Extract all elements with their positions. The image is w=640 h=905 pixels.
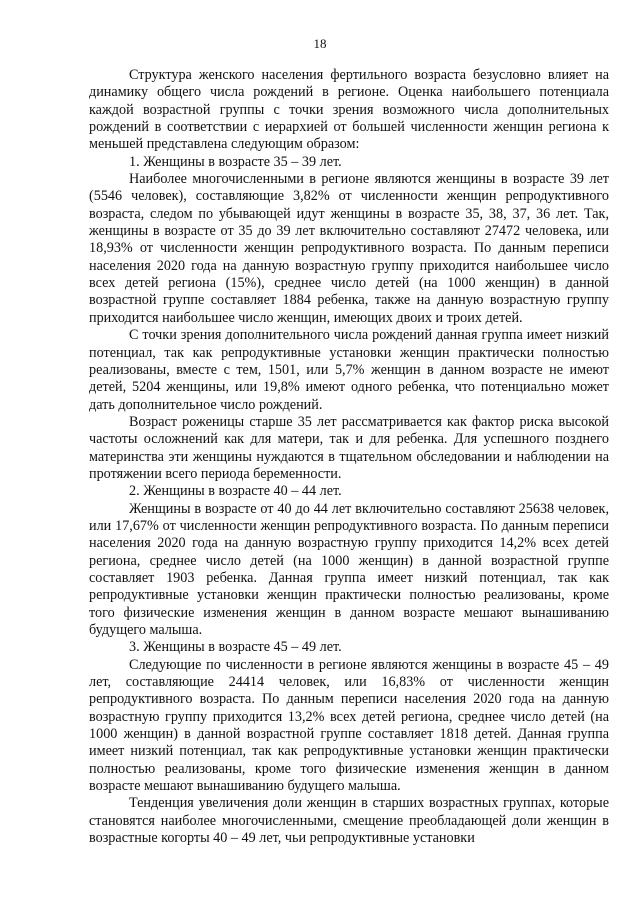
heading-group-45-49: 3. Женщины в возрасте 45 – 49 лет. bbox=[129, 639, 342, 656]
heading-group-35-39: 1. Женщины в возрасте 35 – 39 лет. bbox=[129, 153, 342, 170]
document-body bbox=[89, 67, 609, 847]
paragraph-group-35-39: Наиболее многочисленными в регионе являются женщины в возрасте 39 лет (5546 человек), составляющие 3,82% от численности женщин репродуктивного возраста, следом по убывающей идут женщины в возрасте 35, 38, 37, 36 лет. Так, женщины в возрасте от 35 до 39 лет включительно составляют 27472 человека, или 18,93% от численности женщин репродуктивного возраста. По данным переписи населения 2020 года на данную возрастную группу приходится наибольшее число всех детей региона (15%), среднее число детей (на 1000 женщин) в данной возрастной группе составляет 1884 ребенка, также на данную возрастную группу приходится наибольшее число женщин, имеющих двоих и троих детей. bbox=[89, 171, 609, 326]
paragraph-group-40-44: Женщины в возрасте от 40 до 44 лет включительно составляют 25638 человек, или 17,67% от численности женщин репродуктивного возраста. По данным переписи населения 2020 года на данную возрастную группу приходится 14,2% всех детей региона, среднее число детей (на 1000 женщин) в данной возрастной группе составляет 1903 ребенка. Данная группа имеет низкий потенциал, так как репродуктивные установки женщин практически полностью реализованы, кроме того физические изменения женщин в данном возрасте мешают вынашиванию будущего малыша. bbox=[89, 500, 609, 638]
paragraph-group-45-49: Следующие по численности в регионе являются женщины в возрасте 45 – 49 лет, составляющие 24414 человек, или 16,83% от численности женщин репродуктивного возраста. По данным переписи населения 2020 года на данную возрастную группу приходится 13,2% всех детей региона, среднее число детей (на 1000 женщин) в данной возрастной группе составляет 1818 детей. Данная группа имеет низкий потенциал, так как репродуктивные установки женщин практически полностью реализованы, кроме того физические изменения женщин в данном возрасте мешают вынашиванию будущего малыша. bbox=[89, 656, 609, 795]
page-number: 18 bbox=[313, 36, 327, 51]
paragraph-potential-35-39: С точки зрения дополнительного числа рождений данная группа имеет низкий потенциал, так как репродуктивные установки женщин практически полностью реализованы, вместе с тем, 1501, или 5,7% женщин в данном возрасте не имеют детей, 5204 женщины, или 19,8% имеют одного ребенка, что потенциально может дать дополнительное число рождений. bbox=[89, 327, 609, 413]
paragraph-risk-factor: Возраст роженицы старше 35 лет рассматривается как фактор риска высокой частоты осложнений как для матери, так и для ребенка. Для успешного позднего материнства эти женщины нуждаются в тщательном обследовании и наблюдении на протяжении всего периода беременности. bbox=[89, 413, 609, 482]
paragraph-trend: Тенденция увеличения доли женщин в старших возрастных группах, которые становятся наиболее многочисленными, смещение преобладающей доли женщин в возрастные когорты 40 – 49 лет, чьи репродуктивные установки bbox=[89, 795, 609, 847]
heading-group-40-44: 2. Женщины в возрасте 40 – 44 лет. bbox=[129, 483, 342, 500]
paragraph-intro: Структура женского населения фертильного возраста безусловно влияет на динамику общего числа рождений в регионе. Оценка наибольшего потенциала каждой возрастной группы с точки зрения возможного числа дополнительных рождений в соответствии с иерархией от большей численности женщин региона к меньшей представлена следующим образом: bbox=[89, 67, 609, 153]
